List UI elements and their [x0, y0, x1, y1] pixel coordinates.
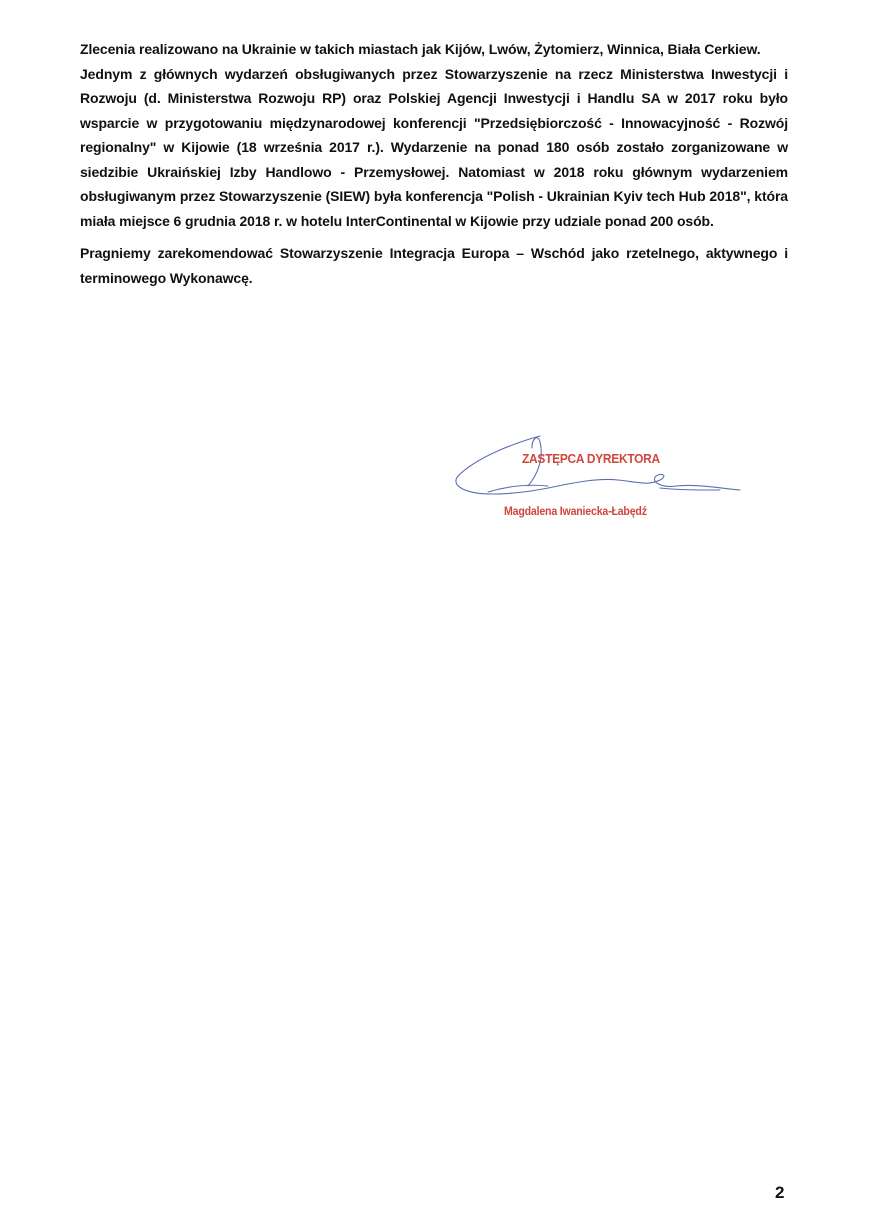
stamp-name: Magdalena Iwaniecka-Łabędź [504, 506, 647, 518]
document-body [80, 37, 788, 290]
page-number: 2 [775, 1183, 785, 1202]
stamp-title: ZASTĘPCA DYREKTORA [522, 451, 660, 466]
paragraph-cities: Zlecenia realizowano na Ukrainie w takich miastach jak Kijów, Lwów, Żytomierz, Winnica, Biała Cerkiew. [80, 41, 761, 57]
paragraph-recommendation: Pragniemy zarekomendować Stowarzyszenie Integracja Europa – Wschód jako rzetelnego, aktywnego i terminowego Wykonawcę. [80, 245, 788, 286]
signature-stamp [448, 428, 748, 528]
paragraph-events: Jednym z głównych wydarzeń obsługiwanych przez Stowarzyszenie na rzecz Ministerstwa Inwestycji i Rozwoju (d. Ministerstwa Rozwoju RP) oraz Polskiej Agencji Inwestycji i Handlu SA w 2017 roku było wsparcie w przygotowaniu międzynarodowej konferencji "Przedsiębiorczość - Innowacyjność - Rozwój regionalny" w Kijowie (18 września 2017 r.). Wydarzenie na ponad 180 osób zostało zorganizowane w siedzibie Ukraińskiej Izby Handlowo - Przemysłowej. Natomiast w 2018 roku głównym wydarzeniem obsługiwanym przez Stowarzyszenie (SIEW) była konferencja "Polish - Ukrainian Kyiv tech Hub 2018", która miała miejsce 6 grudnia 2018 r. w hotelu InterContinental w Kijowie przy udziale ponad 200 osób. [80, 65, 788, 229]
